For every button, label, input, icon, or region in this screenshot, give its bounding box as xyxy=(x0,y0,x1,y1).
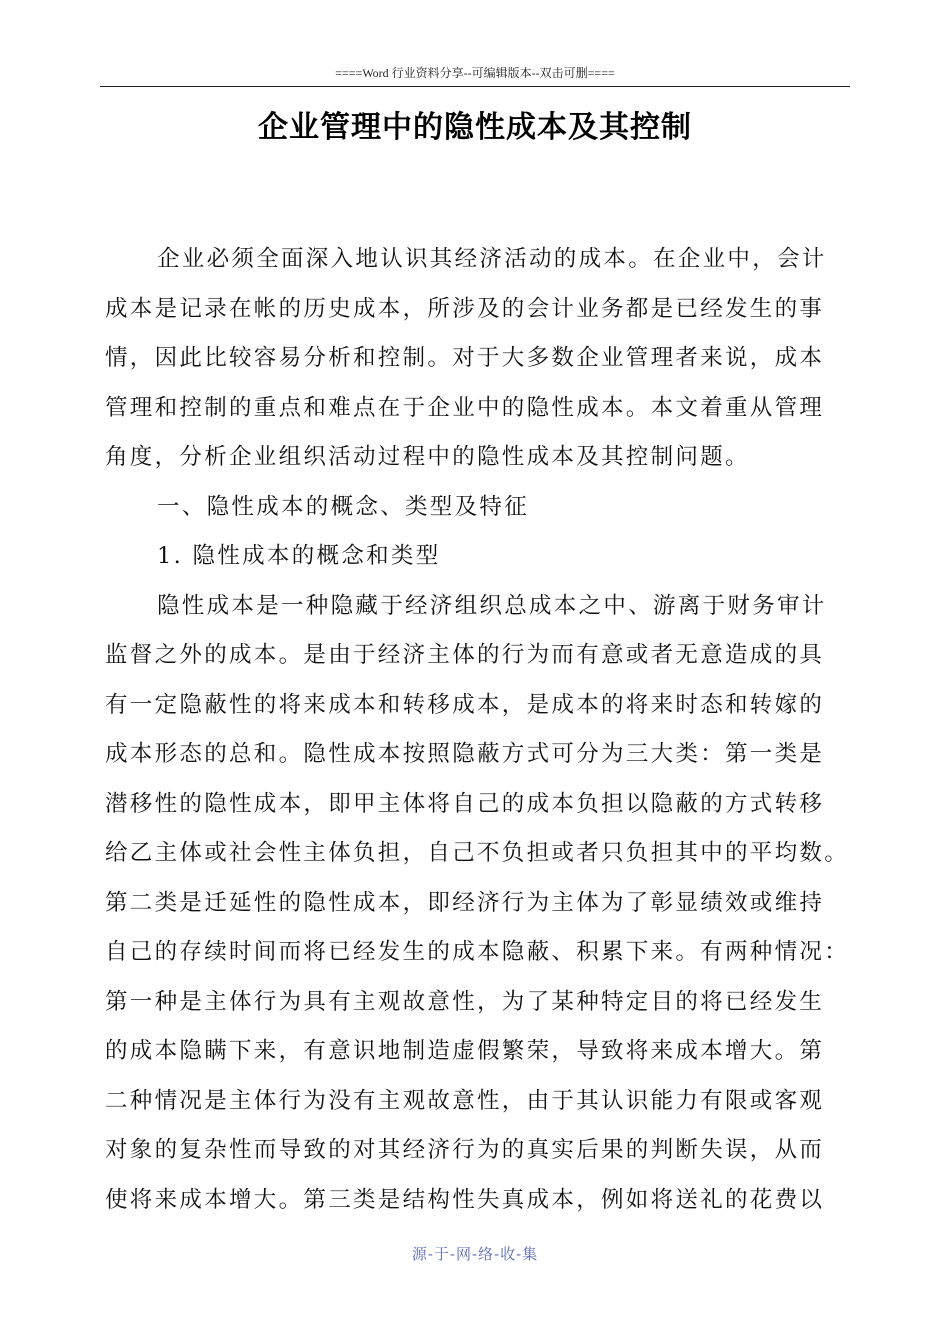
section-heading: 一、隐性成本的概念、类型及特征 xyxy=(157,493,530,520)
paragraph-line: 第二类是迁延性的隐性成本，即经济行为主体为了彰显绩效或维持 xyxy=(105,889,825,916)
paragraph-line: 的成本隐瞒下来，有意识地制造虚假繁荣，导致将来成本增大。第 xyxy=(105,1038,825,1064)
paragraph-line: 给乙主体或社会性主体负担，自己不负担或者只负担其中的平均数。 xyxy=(105,840,850,866)
paragraph-line: 情，因此比较容易分析和控制。对于大多数企业管理者来说，成本 xyxy=(105,345,825,371)
paragraph-line: 有一定隐蔽性的将来成本和转移成本，是成本的将来时态和转嫁的 xyxy=(105,691,825,718)
subsection-heading: 1. 隐性成本的概念和类型 xyxy=(157,543,441,569)
document-title: 企业管理中的隐性成本及其控制 xyxy=(258,110,692,145)
paragraph-line: 隐性成本是一种隐藏于经济组织总成本之中、游离于财务审计 xyxy=(157,592,827,619)
paragraph-line: 对象的复杂性而导致的对其经济行为的真实后果的判断失误，从而 xyxy=(105,1137,825,1163)
paragraph-line: 成本是记录在帐的历史成本，所涉及的会计业务都是已经发生的事 xyxy=(105,295,825,322)
paragraph-line: 潜移性的隐性成本，即甲主体将自己的成本负担以隐蔽的方式转移 xyxy=(105,790,825,817)
paragraph-line: 成本形态的总和。隐性成本按照隐蔽方式可分为三大类：第一类是 xyxy=(105,741,825,767)
paragraph-line: 监督之外的成本。是由于经济主体的行为而有意或者无意造成的具 xyxy=(105,642,825,668)
paragraph-line: 二种情况是主体行为没有主观故意性，由于其认识能力有限或客观 xyxy=(105,1087,825,1114)
header-divider xyxy=(100,86,850,87)
paragraph-line: 管理和控制的重点和难点在于企业中的隐性成本。本文着重从管理 xyxy=(105,394,825,421)
paragraph-line: 自己的存续时间而将已经发生的成本隐蔽、积累下来。有两种情况： xyxy=(105,939,850,965)
document-footer: 源-于-网-络-收-集 xyxy=(411,1245,539,1263)
paragraph-line: 第一种是主体行为具有主观故意性，为了某种特定目的将已经发生 xyxy=(105,988,825,1015)
paragraph-line: 角度，分析企业组织活动过程中的隐性成本及其控制问题。 xyxy=(105,444,750,470)
paragraph-line: 使将来成本增大。第三类是结构性失真成本，例如将送礼的花费以 xyxy=(105,1186,825,1213)
paragraph-line: 企业必须全面深入地认识其经济活动的成本。在企业中，会计 xyxy=(157,246,827,272)
document-body xyxy=(105,235,850,1225)
document-header: ====Word 行业资料分享--可编辑版本--双击可删==== xyxy=(335,66,615,80)
